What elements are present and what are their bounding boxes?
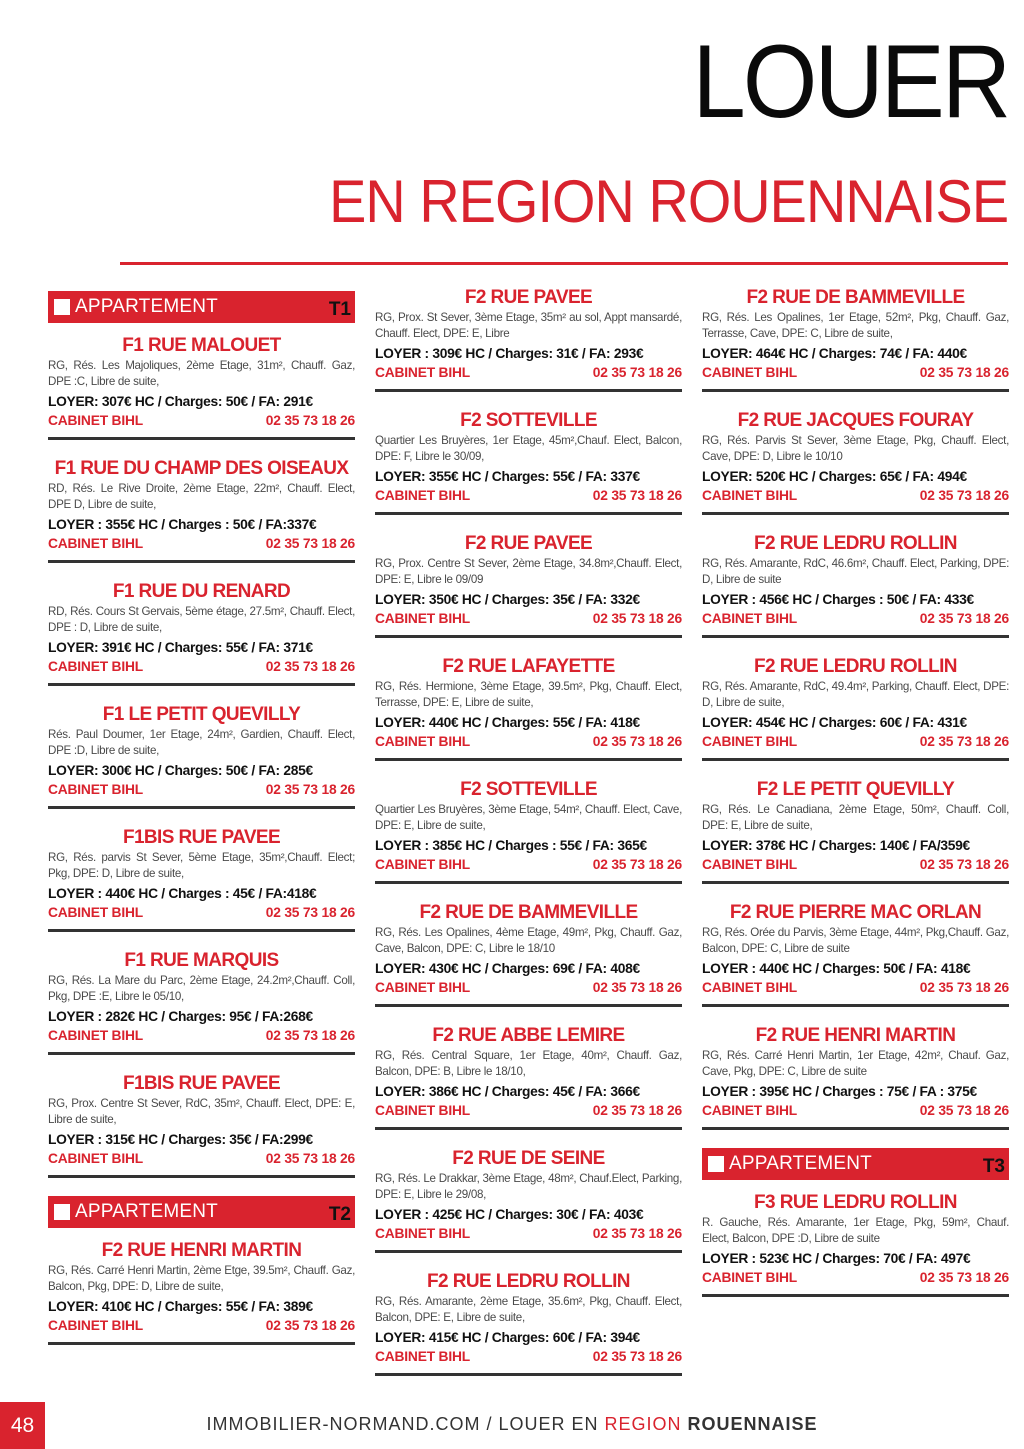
listing-item bbox=[48, 1073, 355, 1178]
listing-description: R. Gauche, Rés. Amarante, 1er Etage, Pkg, 59m², Chauf. Elect, Balcon, DPE :D, Libre de suite bbox=[702, 1216, 1009, 1245]
phone-number[interactable]: 02 35 73 18 26 bbox=[592, 488, 682, 503]
category-header bbox=[702, 1148, 1009, 1180]
agency-name: CABINET BIHL bbox=[702, 611, 797, 626]
listing-title: F2 RUE LEDRU ROLLIN bbox=[754, 533, 957, 554]
agency-name: CABINET BIHL bbox=[702, 488, 797, 503]
phone-number[interactable]: 02 35 73 18 26 bbox=[592, 857, 682, 872]
listing-column-1 bbox=[48, 287, 355, 1363]
listing-description: RG, Rés. Amarante, RdC, 49.4m², Parking, Chauff. Elect, DPE: D, Libre de suite, bbox=[702, 680, 1009, 709]
listing-item bbox=[702, 1192, 1009, 1297]
listing-title: F1 RUE MALOUET bbox=[122, 335, 281, 356]
listing-title: F2 RUE LEDRU ROLLIN bbox=[427, 1271, 630, 1292]
phone-number[interactable]: 02 35 73 18 26 bbox=[265, 782, 355, 797]
listing-contact bbox=[375, 855, 682, 874]
listing-description: Rés. Paul Doumer, 1er Etage, 24m², Gardien, Chauff. Elect, DPE :D, Libre de suite, bbox=[48, 728, 355, 757]
phone-number[interactable]: 02 35 73 18 26 bbox=[265, 659, 355, 674]
listing-description: RG, Rés. Le Canadiana, 2ème Etage, 50m², Chauff. Coll, DPE: E, Libre de suite, bbox=[702, 803, 1009, 832]
listing-column-2 bbox=[375, 287, 682, 1394]
listing-item bbox=[702, 1025, 1009, 1130]
listing-contact bbox=[375, 978, 682, 997]
listing-title: F2 SOTTEVILLE bbox=[460, 410, 597, 431]
agency-name: CABINET BIHL bbox=[48, 659, 143, 674]
listing-description: RG, Rés. Amarante, 2ème Etage, 35.6m², Pkg, Chauff. Elect, Balcon, DPE: E, Libre de suite, bbox=[375, 1295, 682, 1324]
footer-section-c: ROUENNAISE bbox=[681, 1414, 818, 1434]
header-divider bbox=[120, 262, 1008, 265]
listing-item bbox=[375, 1271, 682, 1376]
square-icon bbox=[708, 1156, 724, 1172]
listing-description: RD, Rés. Cours St Gervais, 5ème étage, 27.5m², Chauff. Elect, DPE : D, Libre de suite, bbox=[48, 605, 355, 634]
agency-name: CABINET BIHL bbox=[375, 365, 470, 380]
listing-contact bbox=[702, 609, 1009, 628]
listing-title: F1 LE PETIT QUEVILLY bbox=[102, 704, 301, 725]
agency-name: CABINET BIHL bbox=[48, 536, 143, 551]
listing-price: LOYER: 440€ HC / Charges: 55€ / FA: 418€ bbox=[375, 715, 640, 730]
listing-item bbox=[375, 902, 682, 1007]
listing-item bbox=[375, 533, 682, 638]
listing-contact bbox=[702, 1101, 1009, 1120]
agency-name: CABINET BIHL bbox=[702, 734, 797, 749]
category-code: T1 bbox=[328, 299, 351, 320]
listing-price: LOYER: 386€ HC / Charges: 45€ / FA: 366€ bbox=[375, 1084, 640, 1099]
listing-contact bbox=[375, 486, 682, 505]
listing-price: LOYER: 391€ HC / Charges: 55€ / FA: 371€ bbox=[48, 640, 313, 655]
phone-number[interactable]: 02 35 73 18 26 bbox=[592, 1349, 682, 1364]
listing-title: F2 RUE DE SEINE bbox=[452, 1148, 605, 1169]
listing-title: F2 RUE JACQUES FOURAY bbox=[737, 410, 974, 431]
page-number: 48 bbox=[0, 1402, 45, 1449]
page-subtitle: EN REGION ROUENNAISE bbox=[328, 168, 1008, 235]
listing-item bbox=[702, 533, 1009, 638]
listing-description: RG, Rés. Les Majoliques, 2ème Etage, 31m², Chauff. Gaz, DPE :C, Libre de suite, bbox=[48, 359, 355, 388]
listing-contact bbox=[702, 855, 1009, 874]
listing-title: F1BIS RUE PAVEE bbox=[122, 827, 281, 848]
listing-item bbox=[702, 287, 1009, 392]
agency-name: CABINET BIHL bbox=[375, 611, 470, 626]
listing-title: F2 RUE LEDRU ROLLIN bbox=[754, 656, 957, 677]
listing-title: F2 RUE DE BAMMEVILLE bbox=[746, 287, 965, 308]
listing-contact bbox=[48, 903, 355, 922]
phone-number[interactable]: 02 35 73 18 26 bbox=[592, 365, 682, 380]
listing-description: RG, Prox. St Sever, 3ème Etage, 35m² au sol, Appt mansardé, Chauff. Elect, DPE: E, Libre bbox=[375, 311, 682, 340]
footer-section-a: LOUER EN bbox=[498, 1414, 605, 1434]
listing-price: LOYER : 315€ HC / Charges: 35€ / FA:299€ bbox=[48, 1132, 313, 1147]
listing-description: RG, Rés. Orée du Parvis, 3ème Etage, 44m², Pkg,Chauff. Gaz, Balcon, DPE: C, Libre de suite bbox=[702, 926, 1009, 955]
listing-title: F2 RUE HENRI MARTIN bbox=[755, 1025, 956, 1046]
agency-name: CABINET BIHL bbox=[702, 980, 797, 995]
phone-number[interactable]: 02 35 73 18 26 bbox=[265, 1028, 355, 1043]
agency-name: CABINET BIHL bbox=[375, 980, 470, 995]
listing-description: RG, Rés. Carré Henri Martin, 1er Etage, 42m², Chauf. Gaz, Cave, Pkg, DPE: C, Libre de suite bbox=[702, 1049, 1009, 1078]
phone-number[interactable]: 02 35 73 18 26 bbox=[265, 1151, 355, 1166]
listing-item bbox=[48, 827, 355, 932]
listing-item bbox=[702, 410, 1009, 515]
listing-column-3 bbox=[702, 287, 1009, 1315]
listing-description: RG, Rés. Amarante, RdC, 46.6m², Chauff. Elect, Parking, DPE: D, Libre de suite bbox=[702, 557, 1009, 586]
listing-item bbox=[375, 656, 682, 761]
listing-contact bbox=[48, 780, 355, 799]
listing-description: RG, Rés. Carré Henri Martin, 2ème Etge, 39.5m², Chauff. Gaz, Balcon, Pkg, DPE: D, Libre de suite, bbox=[48, 1264, 355, 1293]
phone-number[interactable]: 02 35 73 18 26 bbox=[265, 413, 355, 428]
listing-price: LOYER: 430€ HC / Charges: 69€ / FA: 408€ bbox=[375, 961, 640, 976]
listing-price: LOYER : 355€ HC / Charges : 50€ / FA:337€ bbox=[48, 517, 317, 532]
listing-description: RG, Rés. La Mare du Parc, 2ème Etage, 24.2m²,Chauff. Coll, Pkg, DPE :E, Libre le 05/10, bbox=[48, 974, 355, 1003]
listing-contact bbox=[375, 1347, 682, 1366]
agency-name: CABINET BIHL bbox=[702, 365, 797, 380]
listing-price: LOYER : 425€ HC / Charges: 30€ / FA: 403€ bbox=[375, 1207, 644, 1222]
category-label: APPARTEMENT bbox=[75, 296, 218, 317]
listing-price: LOYER: 307€ HC / Charges: 50€ / FA: 291€ bbox=[48, 394, 313, 409]
listing-item bbox=[375, 779, 682, 884]
listing-contact bbox=[48, 1316, 355, 1335]
listing-price: LOYER : 456€ HC / Charges : 50€ / FA: 433€ bbox=[702, 592, 974, 607]
agency-name: CABINET BIHL bbox=[375, 857, 470, 872]
listing-item bbox=[48, 1240, 355, 1345]
listing-description: RD, Rés. Le Rive Droite, 2ème Etage, 22m², Chauff. Elect, DPE D, Libre de suite, bbox=[48, 482, 355, 511]
listing-price: LOYER : 282€ HC / Charges: 95€ / FA:268€ bbox=[48, 1009, 313, 1024]
phone-number[interactable]: 02 35 73 18 26 bbox=[265, 536, 355, 551]
category-header bbox=[48, 291, 355, 323]
category-code: T2 bbox=[328, 1204, 351, 1225]
agency-name: CABINET BIHL bbox=[48, 782, 143, 797]
agency-name: CABINET BIHL bbox=[48, 1318, 143, 1333]
phone-number[interactable]: 02 35 73 18 26 bbox=[919, 488, 1009, 503]
phone-number[interactable]: 02 35 73 18 26 bbox=[265, 1318, 355, 1333]
listing-item bbox=[702, 779, 1009, 884]
listing-title: F2 RUE ABBE LEMIRE bbox=[432, 1025, 625, 1046]
agency-name: CABINET BIHL bbox=[702, 1270, 797, 1285]
agency-name: CABINET BIHL bbox=[375, 1103, 470, 1118]
listing-title: F2 RUE PAVEE bbox=[464, 287, 593, 308]
category-label: APPARTEMENT bbox=[729, 1153, 872, 1174]
listing-item bbox=[48, 581, 355, 686]
listing-item bbox=[375, 1148, 682, 1253]
listing-description: RG, Rés. Le Drakkar, 3ème Etage, 48m², Chauf.Elect, Parking, DPE: E, Libre le 29/08, bbox=[375, 1172, 682, 1201]
listing-title: F1 RUE MARQUIS bbox=[124, 950, 279, 971]
agency-name: CABINET BIHL bbox=[48, 1028, 143, 1043]
page-title: LOUER bbox=[692, 24, 1008, 140]
listing-contact bbox=[48, 534, 355, 553]
listing-item bbox=[702, 656, 1009, 761]
listing-price: LOYER : 385€ HC / Charges : 55€ / FA: 365€ bbox=[375, 838, 647, 853]
agency-name: CABINET BIHL bbox=[48, 1151, 143, 1166]
listing-contact bbox=[702, 978, 1009, 997]
listing-price: LOYER : 440€ HC / Charges: 50€ / FA: 418€ bbox=[702, 961, 971, 976]
agency-name: CABINET BIHL bbox=[702, 857, 797, 872]
phone-number[interactable]: 02 35 73 18 26 bbox=[592, 611, 682, 626]
listing-price: LOYER : 395€ HC / Charges : 75€ / FA : 375€ bbox=[702, 1084, 977, 1099]
listing-price: LOYER: 454€ HC / Charges: 60€ / FA: 431€ bbox=[702, 715, 967, 730]
phone-number[interactable]: 02 35 73 18 26 bbox=[919, 734, 1009, 749]
listing-description: RG, Rés. Les Opalines, 1er Etage, 52m², Pkg, Chauff. Gaz, Terrasse, Cave, DPE: C, Libre de suite, bbox=[702, 311, 1009, 340]
footer-site[interactable]: IMMOBILIER-NORMAND.COM bbox=[206, 1414, 481, 1434]
listing-description: Quartier Les Bruyères, 1er Etage, 45m²,Chauf. Elect, Balcon, DPE: F, Libre le 30/09, bbox=[375, 434, 682, 463]
phone-number[interactable]: 02 35 73 18 26 bbox=[919, 980, 1009, 995]
listing-title: F2 RUE PIERRE MAC ORLAN bbox=[729, 902, 982, 923]
agency-name: CABINET BIHL bbox=[375, 1349, 470, 1364]
listing-price: LOYER : 523€ HC / Charges: 70€ / FA: 497€ bbox=[702, 1251, 971, 1266]
listing-title: F3 RUE LEDRU ROLLIN bbox=[754, 1192, 957, 1213]
listing-contact bbox=[375, 363, 682, 382]
listing-title: F2 RUE PAVEE bbox=[464, 533, 593, 554]
listing-contact bbox=[48, 657, 355, 676]
listing-item bbox=[702, 902, 1009, 1007]
category-label: APPARTEMENT bbox=[75, 1201, 218, 1222]
square-icon bbox=[54, 1204, 70, 1220]
listing-price: LOYER: 520€ HC / Charges: 65€ / FA: 494€ bbox=[702, 469, 967, 484]
listing-contact bbox=[375, 1101, 682, 1120]
listing-contact bbox=[375, 609, 682, 628]
listing-title: F2 RUE DE BAMMEVILLE bbox=[419, 902, 638, 923]
listing-contact bbox=[702, 363, 1009, 382]
phone-number[interactable]: 02 35 73 18 26 bbox=[265, 905, 355, 920]
listing-price: LOYER: 378€ HC / Charges: 140€ / FA/359€ bbox=[702, 838, 970, 853]
category-code: T3 bbox=[982, 1156, 1005, 1177]
listing-contact bbox=[375, 732, 682, 751]
listing-description: RG, Rés. Parvis St Sever, 3ème Etage, Pkg, Chauff. Elect, Cave, DPE: D, Libre le 10/10 bbox=[702, 434, 1009, 463]
listing-description: RG, Rés. Les Opalines, 4ème Etage, 49m², Pkg, Chauff. Gaz, Cave, Balcon, DPE: C, Libre le 18/10 bbox=[375, 926, 682, 955]
listing-price: LOYER: 464€ HC / Charges: 74€ / FA: 440€ bbox=[702, 346, 967, 361]
square-icon bbox=[54, 299, 70, 315]
listing-title: F1 RUE DU CHAMP DES OISEAUX bbox=[54, 458, 349, 479]
footer-text bbox=[0, 1414, 1024, 1435]
listing-description: RG, Rés. Hermione, 3ème Etage, 39.5m², Pkg, Chauff. Elect, Terrasse, DPE: E, Libre de suite, bbox=[375, 680, 682, 709]
listing-title: F2 RUE HENRI MARTIN bbox=[101, 1240, 302, 1261]
listing-price: LOYER: 300€ HC / Charges: 50€ / FA: 285€ bbox=[48, 763, 313, 778]
listing-item bbox=[375, 410, 682, 515]
listing-contact bbox=[48, 1149, 355, 1168]
listing-description: RG, Rés. Central Square, 1er Etage, 40m², Chauff. Gaz, Balcon, DPE: B, Libre le 18/10, bbox=[375, 1049, 682, 1078]
listing-item bbox=[375, 287, 682, 392]
phone-number[interactable]: 02 35 73 18 26 bbox=[919, 857, 1009, 872]
footer-section-b: REGION bbox=[604, 1414, 682, 1434]
phone-number[interactable]: 02 35 73 18 26 bbox=[592, 1226, 682, 1241]
listing-contact bbox=[375, 1224, 682, 1243]
phone-number[interactable]: 02 35 73 18 26 bbox=[592, 734, 682, 749]
listing-contact bbox=[702, 1268, 1009, 1287]
phone-number[interactable]: 02 35 73 18 26 bbox=[592, 1103, 682, 1118]
listing-contact bbox=[702, 486, 1009, 505]
phone-number[interactable]: 02 35 73 18 26 bbox=[919, 365, 1009, 380]
listing-title: F1BIS RUE PAVEE bbox=[122, 1073, 281, 1094]
listing-description: RG, Prox. Centre St Sever, 2ème Etage, 34.8m²,Chauff. Elect, DPE: E, Libre le 09/09 bbox=[375, 557, 682, 586]
listing-contact bbox=[48, 411, 355, 430]
agency-name: CABINET BIHL bbox=[702, 1103, 797, 1118]
listing-contact bbox=[702, 732, 1009, 751]
phone-number[interactable]: 02 35 73 18 26 bbox=[919, 611, 1009, 626]
agency-name: CABINET BIHL bbox=[375, 1226, 470, 1241]
listing-price: LOYER : 440€ HC / Charges : 45€ / FA:418€ bbox=[48, 886, 317, 901]
listing-contact bbox=[48, 1026, 355, 1045]
listing-price: LOYER : 309€ HC / Charges: 31€ / FA: 293€ bbox=[375, 346, 644, 361]
phone-number[interactable]: 02 35 73 18 26 bbox=[919, 1103, 1009, 1118]
listing-price: LOYER: 355€ HC / Charges: 55€ / FA: 337€ bbox=[375, 469, 640, 484]
agency-name: CABINET BIHL bbox=[48, 413, 143, 428]
listing-description: Quartier Les Bruyères, 3ème Etage, 54m², Chauff. Elect, Cave, DPE: E, Libre de suite, bbox=[375, 803, 682, 832]
listing-title: F2 LE PETIT QUEVILLY bbox=[756, 779, 955, 800]
agency-name: CABINET BIHL bbox=[375, 734, 470, 749]
listing-item bbox=[48, 950, 355, 1055]
listing-item bbox=[48, 335, 355, 440]
phone-number[interactable]: 02 35 73 18 26 bbox=[919, 1270, 1009, 1285]
listing-title: F2 SOTTEVILLE bbox=[460, 779, 597, 800]
listing-title: F1 RUE DU RENARD bbox=[112, 581, 291, 602]
listing-price: LOYER: 410€ HC / Charges: 55€ / FA: 389€ bbox=[48, 1299, 313, 1314]
listing-description: RG, Prox. Centre St Sever, RdC, 35m², Chauff. Elect, DPE: E, Libre de suite, bbox=[48, 1097, 355, 1126]
listing-item bbox=[48, 704, 355, 809]
category-header bbox=[48, 1196, 355, 1228]
agency-name: CABINET BIHL bbox=[375, 488, 470, 503]
listing-price: LOYER: 350€ HC / Charges: 35€ / FA: 332€ bbox=[375, 592, 640, 607]
listing-title: F2 RUE LAFAYETTE bbox=[442, 656, 615, 677]
agency-name: CABINET BIHL bbox=[48, 905, 143, 920]
phone-number[interactable]: 02 35 73 18 26 bbox=[592, 980, 682, 995]
listing-item bbox=[48, 458, 355, 563]
listing-description: RG, Rés. parvis St Sever, 5ème Etage, 35m²,Chauff. Elect; Pkg, DPE: D, Libre de suite, bbox=[48, 851, 355, 880]
listing-price: LOYER: 415€ HC / Charges: 60€ / FA: 394€ bbox=[375, 1330, 640, 1345]
listing-item bbox=[375, 1025, 682, 1130]
footer-separator: / bbox=[480, 1414, 499, 1434]
